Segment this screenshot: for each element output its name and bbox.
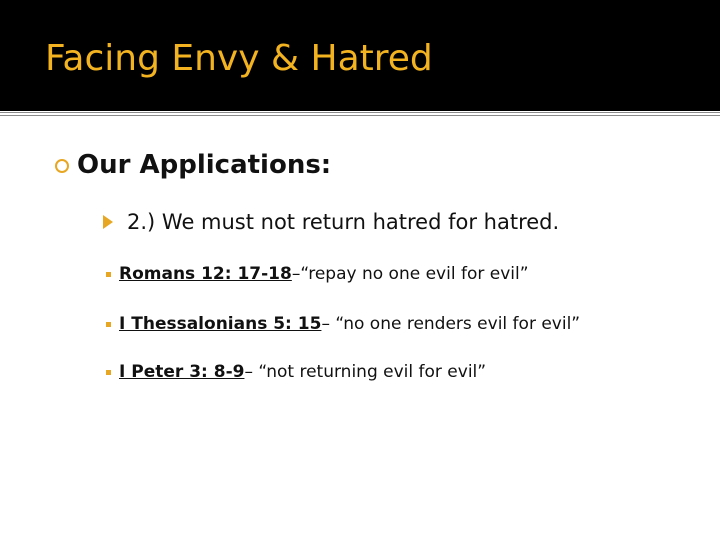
hollow-circle-bullet-icon (55, 159, 69, 173)
ref-item (106, 264, 529, 284)
heading-item (55, 150, 331, 180)
ref-citation: I Peter 3: 8-9 (119, 362, 245, 382)
title-bar (0, 0, 720, 111)
heading-text: Our Applications: (77, 150, 332, 180)
slide-title: Facing Envy & Hatred (45, 38, 433, 79)
ref-quote: –“repay no one evil for evil” (291, 264, 529, 284)
point-text: 2.) We must not return hatred for hatred. (127, 210, 560, 234)
square-bullet-icon (106, 322, 111, 327)
ref-quote: – “not returning evil for evil” (244, 362, 487, 382)
square-bullet-icon (106, 272, 111, 277)
square-bullet-icon (106, 370, 111, 375)
ref-item (106, 314, 580, 334)
ref-item (106, 362, 486, 382)
ref-citation: I Thessalonians 5: 15 (119, 314, 322, 334)
title-divider (0, 112, 720, 116)
triangle-bullet-icon (103, 215, 113, 229)
ref-quote: – “no one renders evil for evil” (321, 314, 581, 334)
point-item (103, 210, 559, 234)
ref-citation: Romans 12: 17-18 (119, 264, 292, 284)
